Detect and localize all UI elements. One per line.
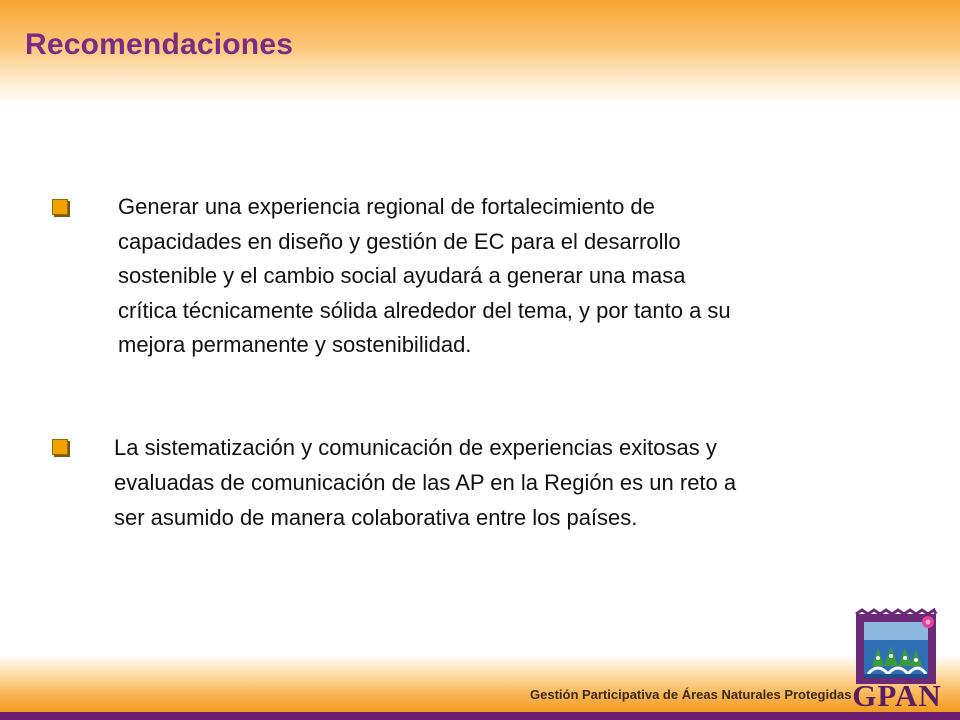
footer-caption: Gestión Participativa de Áreas Naturales Protegidas	[530, 687, 852, 702]
bullet-line: sostenible y el cambio social ayudará a generar una masa	[118, 263, 686, 288]
bullet-text-2	[52, 430, 912, 535]
footer-stripe	[0, 712, 960, 720]
bullet-item-2	[52, 430, 912, 535]
bullet-line: ser asumido de manera colaborativa entre los países.	[114, 505, 638, 530]
slide-title: Recomendaciones	[25, 28, 294, 61]
footer-band	[0, 655, 960, 713]
bullet-item-1	[52, 190, 912, 363]
bullet-line: crítica técnicamente sólida alrededor del tema, y por tanto a su	[118, 297, 731, 323]
bullet-line: mejora permanente y sostenibilidad.	[118, 332, 472, 357]
checkbox-bullet-icon	[52, 439, 68, 455]
bullet-line: Generar una experiencia regional de fortalecimiento de	[118, 194, 655, 219]
bullet-line: capacidades en diseño y gestión de EC para el desarrollo	[118, 228, 681, 254]
bullet-line: evaluadas de comunicación de las AP en la Región es un reto a	[114, 470, 737, 495]
gpan-logo-text	[852, 678, 942, 714]
bullet-line: La sistematización y comunicación de experiencias exitosas y	[114, 435, 717, 460]
logo-text: GPAN	[852, 678, 942, 713]
bullet-text-1	[52, 190, 912, 363]
checkbox-bullet-icon	[52, 199, 68, 215]
